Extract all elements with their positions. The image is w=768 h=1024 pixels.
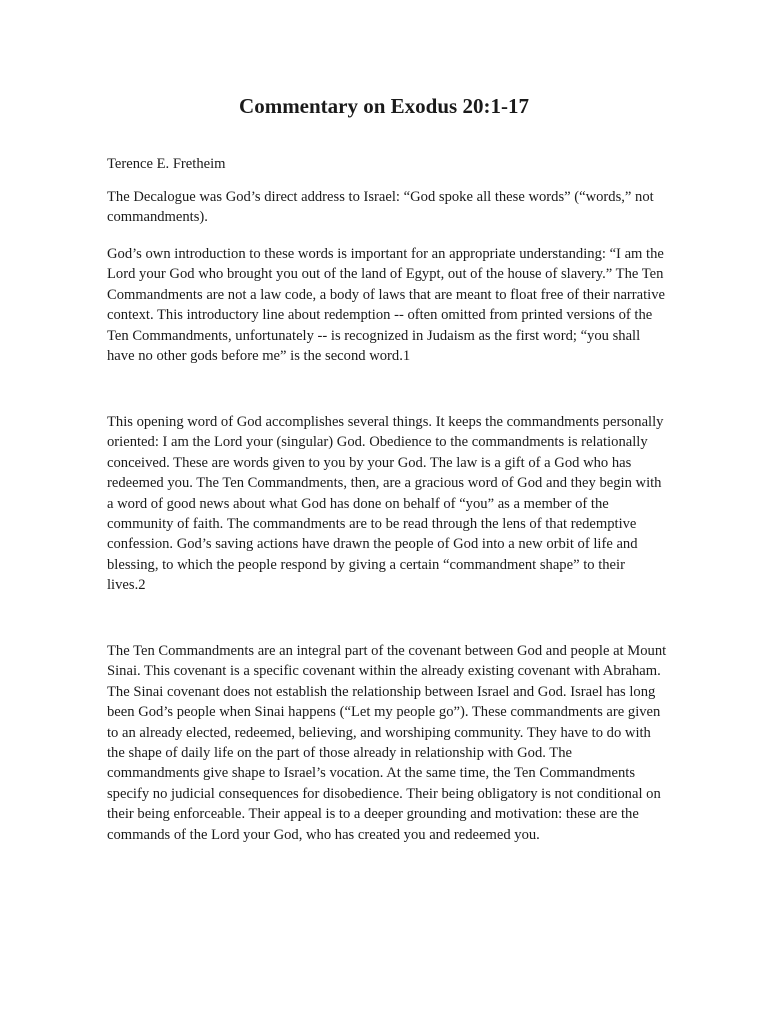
document-title: Commentary on Exodus 20:1-17 <box>239 94 529 118</box>
paragraph-1: The Decalogue was God’s direct address to Israel: “God spoke all these words” (“words,” not commandments). <box>107 189 654 226</box>
paragraph-4: The Ten Commandments are an integral part of the covenant between God and people at Mount Sinai. This covenant is a specific covenant within the already existing covenant with Abraham. The Sinai covenant does not establish the relationship between Israel and God. Israel has long been God’s people when Sinai happens (“Let my people go”). These commandments are given to an already elected, redeemed, believing, and worshiping community. They have to do with the shape of daily life on the part of those already in relationship with God. The commandments give shape to Israel’s vocation. At the same time, the Ten Commandments specify no judicial consequences for disobedience. Their being obligatory is not conditional on their being enforceable. Their appeal is to a deeper grounding and motivation: these are the commands of the Lord your God, who has created you and redeemed you. <box>107 643 667 843</box>
author-name: Terence E. Fretheim <box>107 156 226 172</box>
paragraph-3: This opening word of God accomplishes several things. It keeps the commandments personally oriented: I am the Lord your (singular) God. Obedience to the commandments is relationally conceived. These are words given to you by your God. The law is a gift of a God who has redeemed you. The Ten Commandments, then, are a gracious word of God and they begin with a word of good news about what God has done on behalf of “you” as a member of the community of faith. The commandments are to be read through the lens of that redemptive confession. God’s saving actions have drawn the people of God into a new orbit of life and blessing, to which the people respond by giving a certain “commandment shape” to their lives.2 <box>107 414 664 594</box>
paragraph-2: God’s own introduction to these words is important for an appropriate understanding: “I am the Lord your God who brought you out of the land of Egypt, out of the house of slavery.” The Ten Commandments are not a law code, a body of laws that are meant to float free of their narrative context. This introductory line about redemption -- often omitted from printed versions of the Ten Commandments, unfortunately -- is recognized in Judaism as the first word; “you shall have no other gods before me” is the second word.1 <box>107 246 665 365</box>
